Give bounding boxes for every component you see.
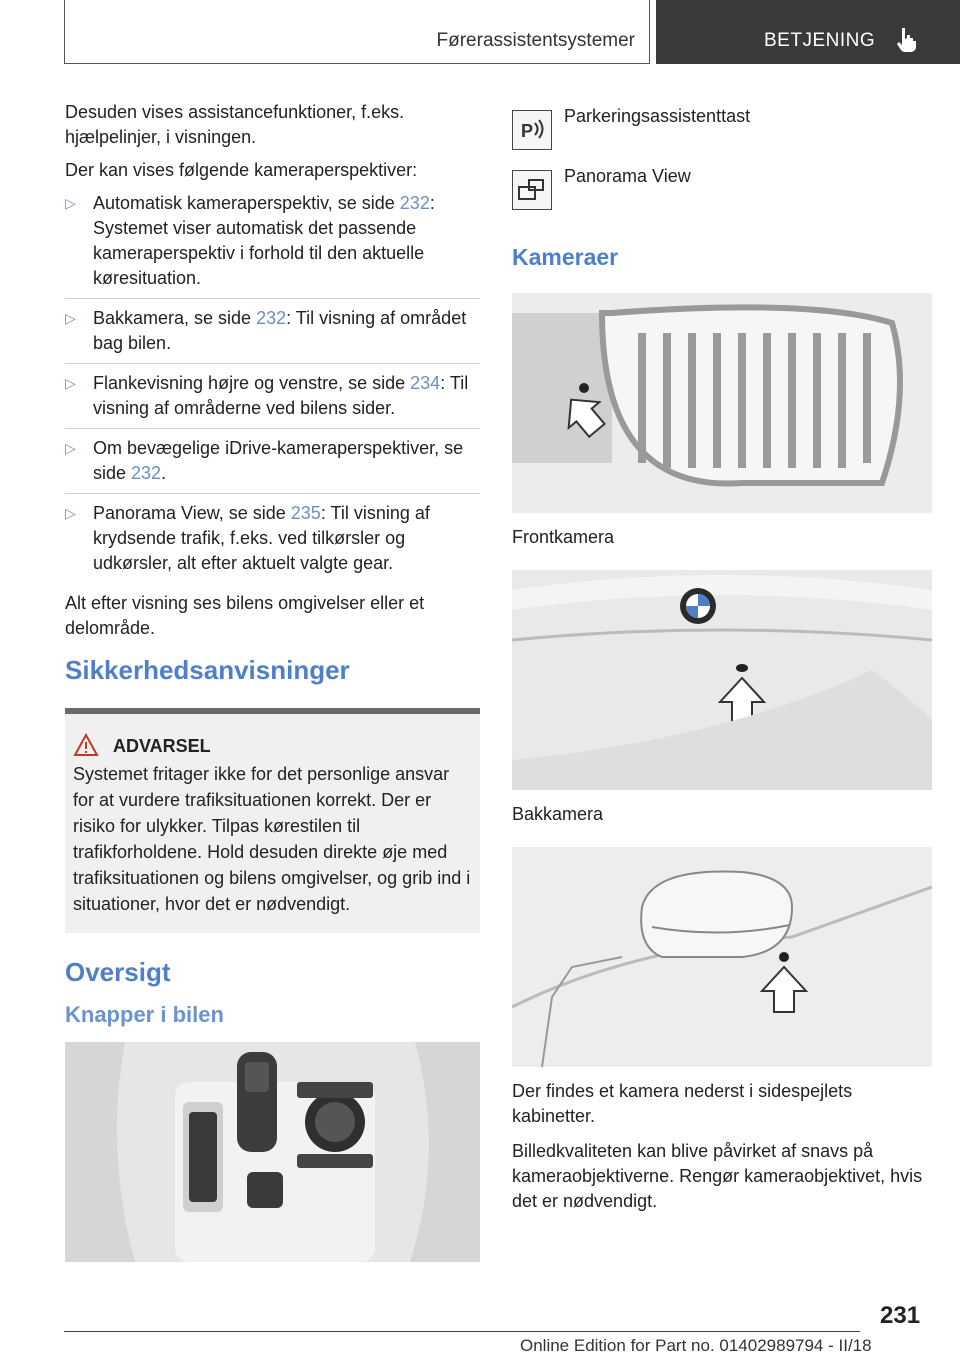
mirror-camera-text: Der findes et kamera nederst i sidespejlets kabinetter. (512, 1081, 853, 1126)
overview-heading: Oversigt (65, 957, 171, 987)
warning-triangle-icon (73, 733, 99, 757)
image-quality-text: Billedkvaliteten kan blive påvirket af snavs på kameraobjektiverne. Rengør kameraobjektivet, hvis det er nødvendigt. (512, 1141, 923, 1211)
right-column (512, 100, 932, 1222)
page-link[interactable]: 235 (290, 503, 321, 523)
safety-heading: Sikkerhedsanvisninger (65, 655, 350, 685)
front-camera-image (512, 293, 932, 513)
rear-camera-caption: Bakkamera (512, 804, 604, 824)
page-link[interactable]: 232 (399, 193, 430, 213)
list-item: ▷ Flankevisning højre og venstre, se side 234: Til visning af områderne ved bilens sider. (65, 371, 480, 429)
header-chapter-title: BETJENING (764, 30, 876, 51)
intro-paragraph: Desuden vises assistancefunktioner, f.eks. hjælpelinjer, i visningen. (65, 102, 405, 147)
footer-edition: Online Edition for Part no. 01402989794 - II/18 (520, 1336, 872, 1355)
side-mirror-camera-image (512, 847, 932, 1067)
warning-box (65, 708, 480, 933)
svg-text:P: P (521, 121, 534, 141)
parking-assistant-button-row: P Parkeringsassistenttast (512, 100, 932, 160)
warning-text: Systemet fritager ikke for det personlige ansvar for at vurdere trafiksituationen korrekt. Der er risiko for ulykker. Tilpas kørestilen til trafikforholdene. Hold desuden direkte øje med trafiksituationen og bilens omgivelser, og grib ind i situationer, hvor det er nødvendigt. (73, 764, 471, 914)
panorama-view-button-row: Panorama View (512, 160, 932, 220)
page-link[interactable]: 234 (410, 373, 441, 393)
parking-assistant-icon (512, 110, 552, 150)
list-item: ▷ Bakkamera, se side 232: Til visning af området bag bilen. (65, 306, 480, 364)
console-buttons-image (65, 1042, 480, 1262)
header-section (64, 0, 650, 64)
panorama-view-icon (512, 170, 552, 210)
front-camera-caption: Frontkamera (512, 527, 615, 547)
page-number: 231 (880, 1302, 921, 1329)
warning-title: ADVARSEL (113, 736, 472, 757)
left-column (65, 100, 480, 1262)
list-item: ▷ Automatisk kameraperspektiv, se side 232: Systemet viser automatisk det passende kameraperspektiv i forhold til den aktuelle køresituation. (65, 191, 480, 299)
header-section-title: Førerassistentsystemer (436, 30, 635, 51)
hand-pointer-icon (896, 26, 918, 52)
footer-divider (64, 1331, 860, 1332)
perspective-list (65, 191, 480, 583)
list-item: ▷ Panorama View, se side 235: Til visning af krydsende trafik, f.eks. ved tilkørsler og udkørsler, alt efter aktuelt valgte gear. (65, 503, 430, 573)
header-chapter (656, 0, 960, 64)
buttons-heading: Knapper i bilen (65, 1002, 224, 1027)
cameras-heading: Kameraer (512, 244, 619, 270)
page-link[interactable]: 232 (256, 308, 287, 328)
perspective-intro: Der kan vises følgende kameraperspektiver: (65, 160, 418, 180)
page-link[interactable]: 232 (131, 463, 162, 483)
rear-camera-image (512, 570, 932, 790)
outro-paragraph: Alt efter visning ses bilens omgivelser eller et delområde. (65, 593, 425, 638)
list-item: ▷ Om bevægelige iDrive-kameraperspektiver, se side 232. (65, 436, 480, 494)
